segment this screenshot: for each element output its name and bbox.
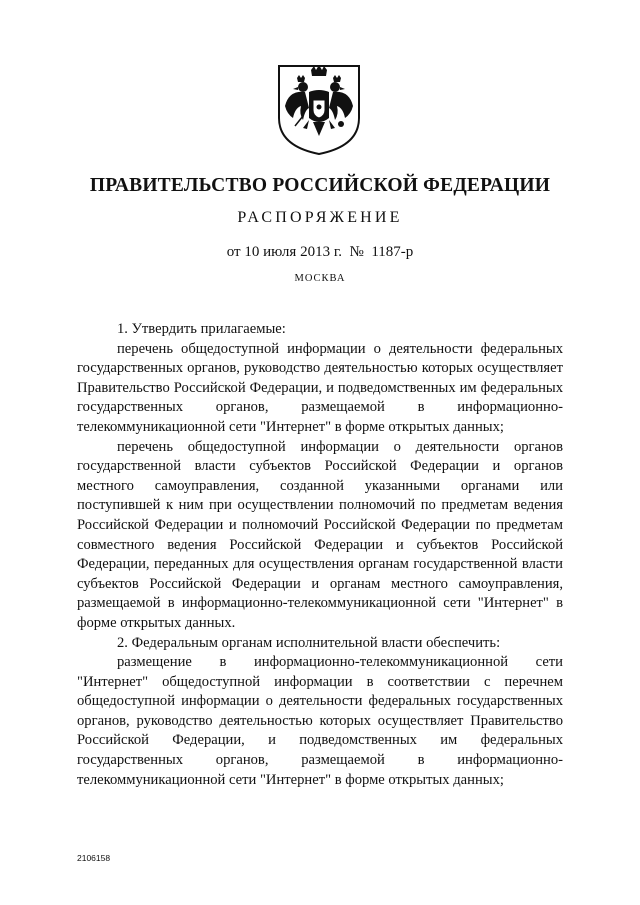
document-body	[77, 320, 563, 790]
document-date-number: от 10 июля 2013 г. № 1187-р	[226, 244, 414, 260]
document-type: РАСПОРЯЖЕНИЕ	[237, 209, 403, 226]
paragraph: размещение в информационно-телекоммуникационной сети "Интернет" общедоступной информации в соответствии с перечнем общедоступной информации о деятельности федеральных государственных органов, руководство деятельностью которых осуществляет Правительство Российской Федерации, и подведомственных им федеральных государственных органов, размещаемой в информационно-телекоммуникационной сети "Интернет" в форме открытых данных;	[77, 654, 563, 788]
document-city: МОСКВА	[294, 273, 346, 284]
paragraph: 1. Утвердить прилагаемые:	[117, 321, 286, 337]
document-code: 2106158	[77, 853, 111, 863]
government-title: ПРАВИТЕЛЬСТВО РОССИЙСКОЙ ФЕДЕРАЦИИ	[89, 175, 551, 196]
paragraph: 2. Федеральным органам исполнительной власти обеспечить:	[117, 634, 501, 651]
paragraph: перечень общедоступной информации о деятельности федеральных государственных органов, руководство деятельностью которых осуществляет Правительство Российской Федерации, и подведомственных им федеральных государственных органов, размещаемой в информационно-телекоммуникационной сети "Интернет" в форме открытых данных;	[77, 340, 563, 435]
coat-of-arms-icon	[275, 60, 363, 156]
paragraph: перечень общедоступной информации о деятельности органов государственной власти субъектов Российской Федерации и органов местного самоуправления, созданной указанными органами или поступившей к ним при осуществлении полномочий по предметам ведения Российской Федерации и полномочий Российской Федерации по предметам совместного ведения Российской Федерации и субъектов Российской Федерации, переданных для осуществления органам государственной власти субъектов Российской Федерации и органам местного самоуправления, размещаемой в информационно-телекоммуникационной сети "Интернет" в форме открытых данных.	[77, 438, 563, 631]
